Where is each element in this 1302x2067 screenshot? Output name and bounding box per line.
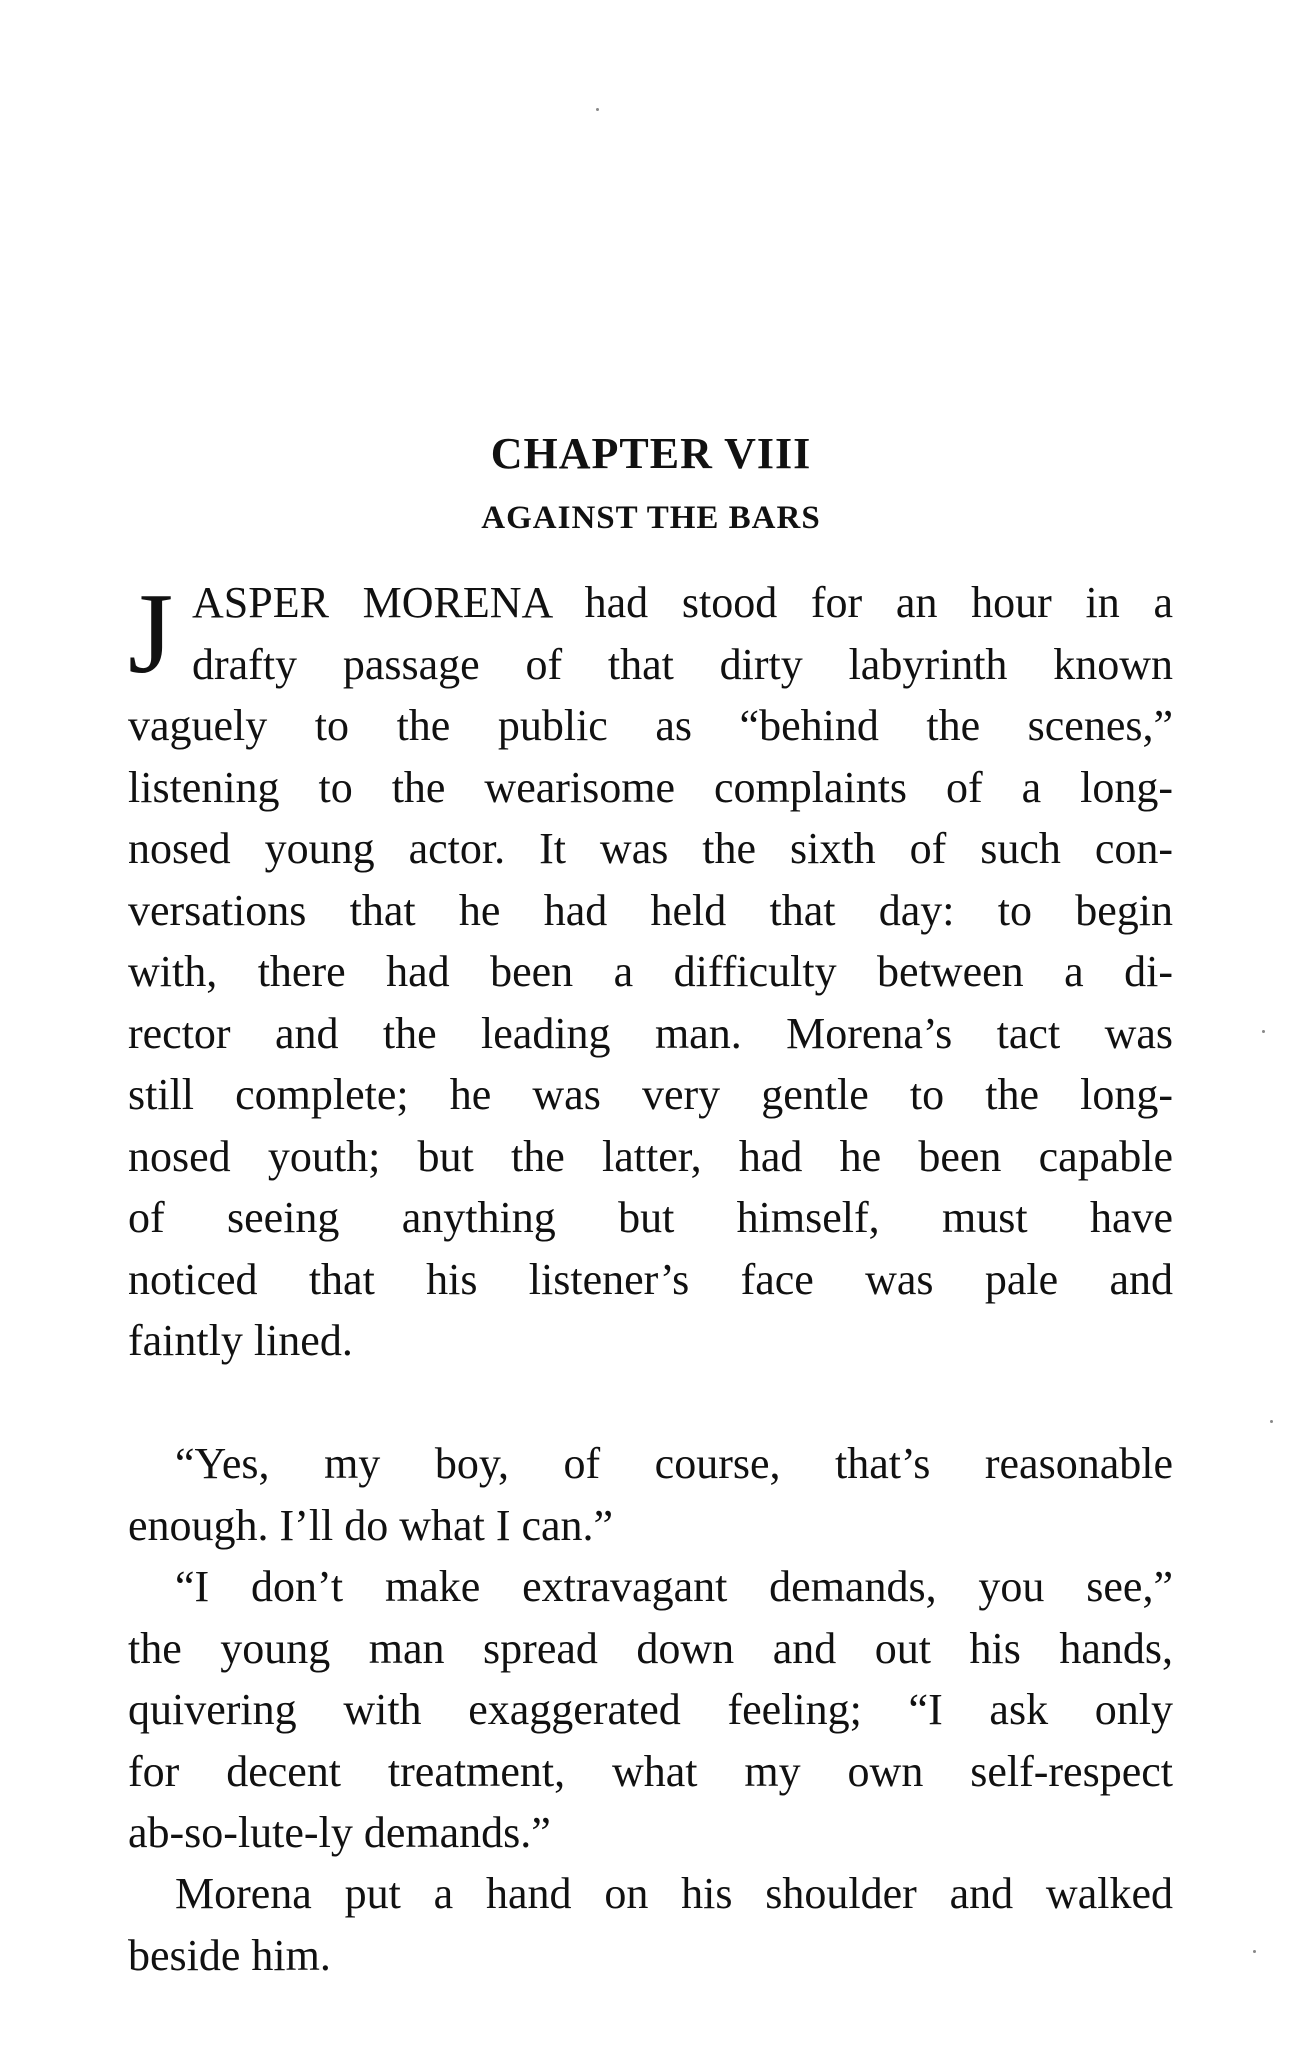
paragraph-line: drafty passage of that dirty labyrinth known bbox=[192, 639, 1173, 689]
paragraph-line: the young man spread down and out his hands, bbox=[128, 1623, 1173, 1673]
chapter-number: CHAPTER VIII bbox=[490, 429, 812, 478]
paragraph-line: nosed youth; but the latter, had he been capable bbox=[128, 1131, 1173, 1181]
paragraph-line: with, there had been a difficulty between a di- bbox=[128, 947, 1173, 996]
paragraph-2 bbox=[128, 1433, 1173, 1556]
drop-cap: J bbox=[128, 570, 174, 698]
paper-speck bbox=[596, 108, 599, 111]
paragraph-3 bbox=[128, 1556, 1173, 1864]
paragraph-line: beside him. bbox=[128, 1930, 331, 1980]
paper-speck bbox=[1270, 1420, 1273, 1423]
paragraph-line: faintly lined. bbox=[128, 1316, 353, 1365]
paragraph-line: listening to the wearisome complaints of a long- bbox=[128, 762, 1173, 812]
paragraph-line: “I don’t make extravagant demands, you see,” bbox=[175, 1562, 1173, 1611]
paragraph-line: enough. I’ll do what I can.” bbox=[128, 1500, 614, 1550]
paper-speck bbox=[1262, 1030, 1265, 1033]
paragraph-1 bbox=[128, 572, 1173, 1372]
paragraph-line: quivering with exaggerated feeling; “I ask only bbox=[128, 1685, 1173, 1734]
paragraph-line: noticed that his listener’s face was pale and bbox=[128, 1254, 1173, 1304]
paragraph-line: rector and the leading man. Morena’s tact was bbox=[128, 1008, 1173, 1058]
paragraph-line: ASPER MORENA had stood for an hour in a bbox=[192, 578, 1173, 627]
paragraph-line: vaguely to the public as “behind the scenes,” bbox=[128, 701, 1173, 750]
paragraph-4 bbox=[128, 1863, 1173, 1986]
paragraph-line: for decent treatment, what my own self-respect bbox=[128, 1746, 1173, 1796]
paragraph-line: nosed young actor. It was the sixth of such con- bbox=[128, 824, 1173, 873]
paragraph-line: Morena put a hand on his shoulder and walked bbox=[175, 1869, 1173, 1918]
paper-speck bbox=[1253, 1950, 1256, 1953]
paragraph-line: of seeing anything but himself, must have bbox=[128, 1193, 1173, 1242]
paragraph-line: “Yes, my boy, of course, that’s reasonable bbox=[175, 1439, 1173, 1488]
paragraph-line: still complete; he was very gentle to the long- bbox=[128, 1070, 1173, 1119]
chapter-title: AGAINST THE BARS bbox=[481, 500, 821, 536]
paragraph-line: versations that he had held that day: to begin bbox=[128, 885, 1173, 935]
paragraph-line: ab-so-lute-ly demands.” bbox=[128, 1808, 551, 1857]
